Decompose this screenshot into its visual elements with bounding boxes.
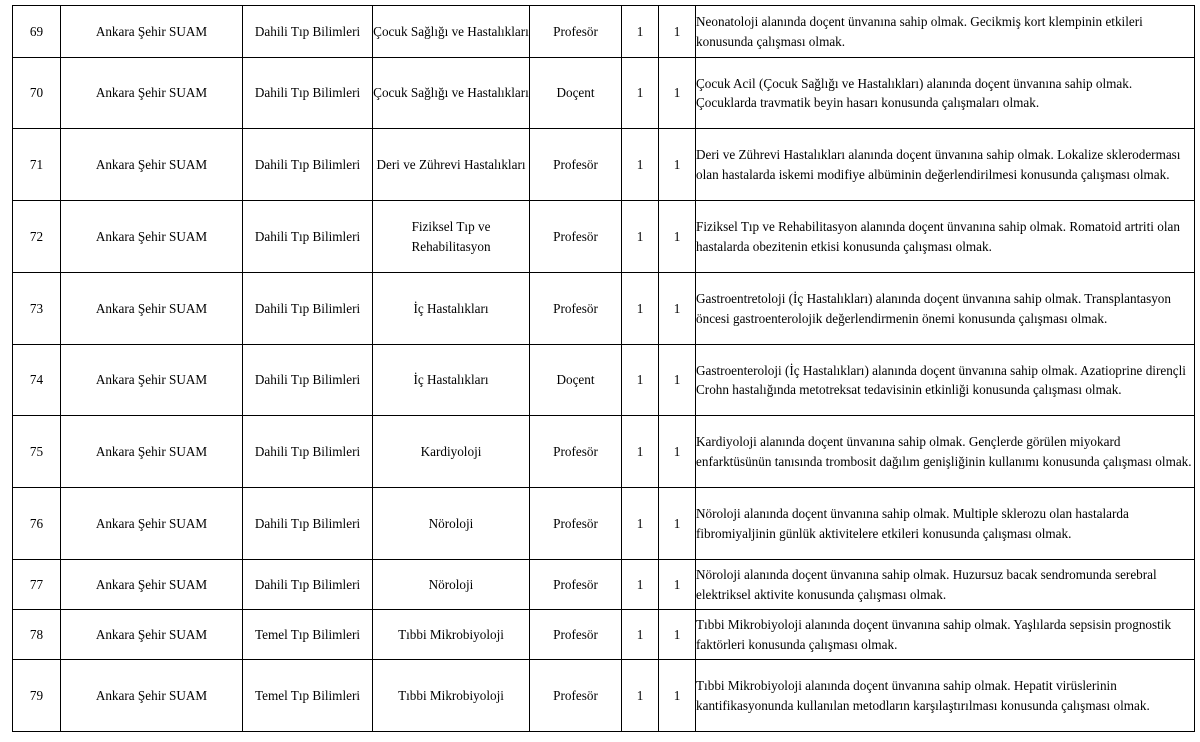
cell-condition: Çocuk Acil (Çocuk Sağlığı ve Hastalıkları) alanında doçent ünvanına sahip olmak. Çocuklarda travmatik beyin hasarı konusunda çalışmaları olmak. bbox=[696, 58, 1195, 129]
cell-faculty: Dahili Tıp Bilimleri bbox=[243, 560, 373, 610]
cell-no: 74 bbox=[13, 345, 61, 416]
cell-title: Profesör bbox=[530, 660, 622, 732]
cell-faculty: Dahili Tıp Bilimleri bbox=[243, 345, 373, 416]
cell-no: 79 bbox=[13, 660, 61, 732]
cell-quantity: 1 bbox=[659, 201, 696, 273]
cell-degree: 1 bbox=[622, 660, 659, 732]
cell-degree: 1 bbox=[622, 58, 659, 129]
cell-department: Fiziksel Tıp ve Rehabilitasyon bbox=[373, 201, 530, 273]
cell-condition: Tıbbi Mikrobiyoloji alanında doçent ünvanına sahip olmak. Hepatit virüslerinin kantifikasyonunda kullanılan metodların karşılaştırılması konusunda çalışması olmak. bbox=[696, 660, 1195, 732]
cell-degree: 1 bbox=[622, 416, 659, 488]
table-row bbox=[13, 345, 1195, 416]
cell-degree: 1 bbox=[622, 610, 659, 660]
cell-no: 71 bbox=[13, 129, 61, 201]
cell-condition: Nöroloji alanında doçent ünvanına sahip olmak. Huzursuz bacak sendromunda serebral elektriksel aktivite konusunda çalışması olmak. bbox=[696, 560, 1195, 610]
table-body bbox=[13, 6, 1195, 732]
cell-department: Çocuk Sağlığı ve Hastalıkları bbox=[373, 58, 530, 129]
cell-degree: 1 bbox=[622, 6, 659, 58]
cell-title: Doçent bbox=[530, 58, 622, 129]
cell-quantity: 1 bbox=[659, 660, 696, 732]
cell-title: Profesör bbox=[530, 6, 622, 58]
cell-title: Profesör bbox=[530, 488, 622, 560]
cell-title: Profesör bbox=[530, 129, 622, 201]
cell-no: 77 bbox=[13, 560, 61, 610]
cell-no: 73 bbox=[13, 273, 61, 345]
cell-department: İç Hastalıkları bbox=[373, 345, 530, 416]
table-row bbox=[13, 660, 1195, 732]
cell-quantity: 1 bbox=[659, 610, 696, 660]
cell-degree: 1 bbox=[622, 345, 659, 416]
cell-quantity: 1 bbox=[659, 58, 696, 129]
cell-unit: Ankara Şehir SUAM bbox=[61, 660, 243, 732]
cell-condition: Gastroenteroloji (İç Hastalıkları) alanında doçent ünvanına sahip olmak. Azatioprine dirençli Crohn hastalığında metotreksat tedavisinin etkinliği konusunda çalışması olmak. bbox=[696, 345, 1195, 416]
cell-department: Deri ve Zührevi Hastalıkları bbox=[373, 129, 530, 201]
cell-no: 69 bbox=[13, 6, 61, 58]
cell-unit: Ankara Şehir SUAM bbox=[61, 129, 243, 201]
cell-no: 75 bbox=[13, 416, 61, 488]
cell-unit: Ankara Şehir SUAM bbox=[61, 6, 243, 58]
table-row bbox=[13, 488, 1195, 560]
table-row bbox=[13, 129, 1195, 201]
cell-department: Tıbbi Mikrobiyoloji bbox=[373, 660, 530, 732]
table-row bbox=[13, 560, 1195, 610]
academic-positions-table bbox=[12, 5, 1195, 732]
cell-unit: Ankara Şehir SUAM bbox=[61, 488, 243, 560]
cell-condition: Neonatoloji alanında doçent ünvanına sahip olmak. Gecikmiş kort klempinin etkileri konusunda çalışması olmak. bbox=[696, 6, 1195, 58]
cell-quantity: 1 bbox=[659, 273, 696, 345]
cell-faculty: Temel Tıp Bilimleri bbox=[243, 610, 373, 660]
cell-title: Profesör bbox=[530, 201, 622, 273]
cell-department: Kardiyoloji bbox=[373, 416, 530, 488]
cell-faculty: Dahili Tıp Bilimleri bbox=[243, 201, 373, 273]
cell-unit: Ankara Şehir SUAM bbox=[61, 610, 243, 660]
cell-department: Nöroloji bbox=[373, 560, 530, 610]
cell-degree: 1 bbox=[622, 560, 659, 610]
cell-faculty: Dahili Tıp Bilimleri bbox=[243, 416, 373, 488]
cell-faculty: Temel Tıp Bilimleri bbox=[243, 660, 373, 732]
cell-faculty: Dahili Tıp Bilimleri bbox=[243, 58, 373, 129]
cell-condition: Deri ve Zührevi Hastalıkları alanında doçent ünvanına sahip olmak. Lokalize skleroderması olan hastalarda iskemi modifiye albüminin değerlendirilmesi konusunda çalışması olmak. bbox=[696, 129, 1195, 201]
cell-unit: Ankara Şehir SUAM bbox=[61, 58, 243, 129]
cell-condition: Tıbbi Mikrobiyoloji alanında doçent ünvanına sahip olmak. Yaşlılarda sepsisin prognostik faktörleri konusunda çalışması olmak. bbox=[696, 610, 1195, 660]
cell-faculty: Dahili Tıp Bilimleri bbox=[243, 273, 373, 345]
cell-title: Doçent bbox=[530, 345, 622, 416]
cell-department: Çocuk Sağlığı ve Hastalıkları bbox=[373, 6, 530, 58]
cell-quantity: 1 bbox=[659, 129, 696, 201]
table-row bbox=[13, 58, 1195, 129]
cell-title: Profesör bbox=[530, 560, 622, 610]
cell-faculty: Dahili Tıp Bilimleri bbox=[243, 6, 373, 58]
cell-faculty: Dahili Tıp Bilimleri bbox=[243, 129, 373, 201]
cell-condition: Gastroentretoloji (İç Hastalıkları) alanında doçent ünvanına sahip olmak. Transplantasyon öncesi gastroenterolojik değerlendirmenin önemi konusunda çalışması olmak. bbox=[696, 273, 1195, 345]
table-row bbox=[13, 201, 1195, 273]
cell-degree: 1 bbox=[622, 273, 659, 345]
cell-department: İç Hastalıkları bbox=[373, 273, 530, 345]
table-row bbox=[13, 610, 1195, 660]
cell-faculty: Dahili Tıp Bilimleri bbox=[243, 488, 373, 560]
cell-degree: 1 bbox=[622, 488, 659, 560]
cell-no: 70 bbox=[13, 58, 61, 129]
cell-unit: Ankara Şehir SUAM bbox=[61, 201, 243, 273]
cell-title: Profesör bbox=[530, 610, 622, 660]
table-row bbox=[13, 273, 1195, 345]
cell-degree: 1 bbox=[622, 129, 659, 201]
cell-degree: 1 bbox=[622, 201, 659, 273]
cell-condition: Kardiyoloji alanında doçent ünvanına sahip olmak. Gençlerde görülen miyokard enfarktüsünün tanısında trombosit dağılım genişliğinin kullanımı konusunda çalışması olmak. bbox=[696, 416, 1195, 488]
cell-unit: Ankara Şehir SUAM bbox=[61, 345, 243, 416]
cell-title: Profesör bbox=[530, 416, 622, 488]
table-row bbox=[13, 6, 1195, 58]
cell-title: Profesör bbox=[530, 273, 622, 345]
cell-department: Tıbbi Mikrobiyoloji bbox=[373, 610, 530, 660]
cell-department: Nöroloji bbox=[373, 488, 530, 560]
table-row bbox=[13, 416, 1195, 488]
cell-quantity: 1 bbox=[659, 345, 696, 416]
cell-unit: Ankara Şehir SUAM bbox=[61, 273, 243, 345]
cell-unit: Ankara Şehir SUAM bbox=[61, 560, 243, 610]
cell-condition: Nöroloji alanında doçent ünvanına sahip olmak. Multiple sklerozu olan hastalarda fibromiyaljinin günlük aktivitelere etkileri konusunda çalışması olmak. bbox=[696, 488, 1195, 560]
cell-no: 72 bbox=[13, 201, 61, 273]
cell-no: 78 bbox=[13, 610, 61, 660]
cell-unit: Ankara Şehir SUAM bbox=[61, 416, 243, 488]
cell-quantity: 1 bbox=[659, 488, 696, 560]
cell-quantity: 1 bbox=[659, 416, 696, 488]
cell-quantity: 1 bbox=[659, 6, 696, 58]
cell-quantity: 1 bbox=[659, 560, 696, 610]
cell-no: 76 bbox=[13, 488, 61, 560]
cell-condition: Fiziksel Tıp ve Rehabilitasyon alanında doçent ünvanına sahip olmak. Romatoid artriti olan hastalarda obezitenin etkisi konusunda çalışması olmak. bbox=[696, 201, 1195, 273]
